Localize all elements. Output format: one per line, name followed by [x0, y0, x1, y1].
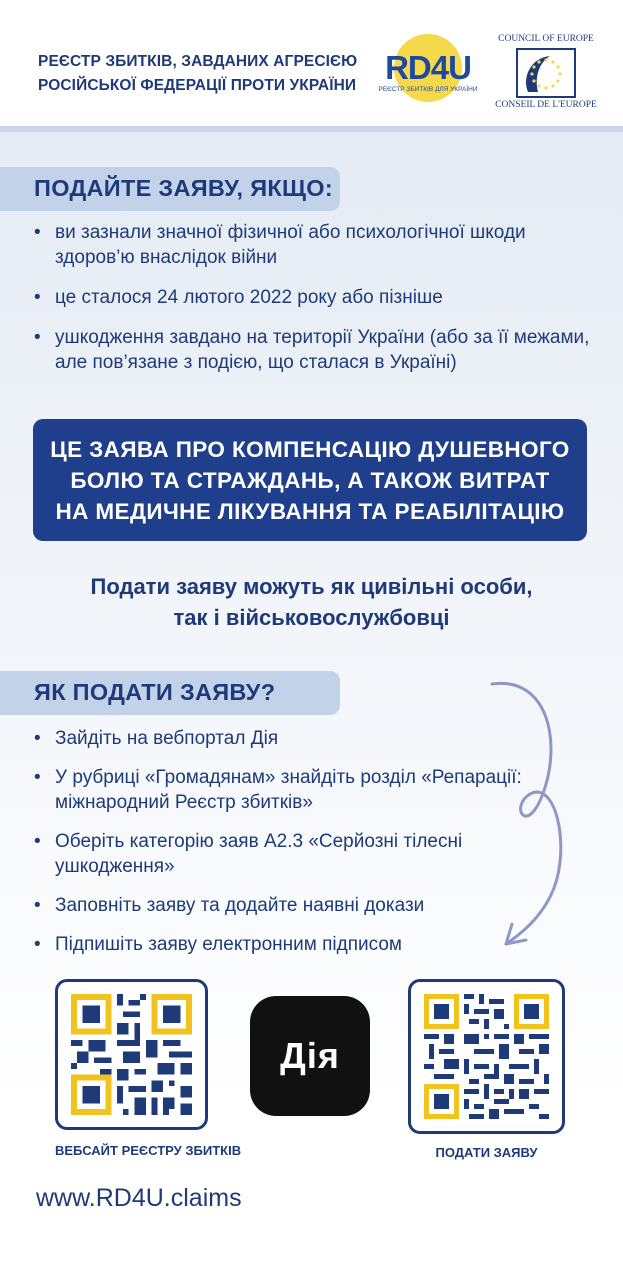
compensation-banner — [33, 419, 587, 541]
list-item: • Заповніть заяву та додайте наявні докази — [34, 893, 604, 918]
header — [0, 0, 623, 126]
apply-if-list — [34, 220, 604, 375]
submit-claim-qr-card[interactable] — [408, 979, 565, 1134]
coe-name-english: COUNCIL OF EUROPE — [498, 34, 594, 44]
submit-claim-caption: ПОДАТИ ЗАЯВУ — [435, 1145, 538, 1160]
list-item: • ви зазнали значної фізичної або психологічної шкоди здоров’ю внаслідок війни — [34, 220, 600, 270]
how-to-heading — [0, 671, 340, 715]
banner-text — [40, 434, 580, 527]
banner-line: НА МЕДИЧНЕ ЛІКУВАННЯ ТА РЕАБІЛІТАЦІЮ — [55, 498, 565, 524]
list-item: • ушкодження завдано на території України (або за її межами, але пов’язане з подією, що сталася в Україні) — [34, 325, 604, 375]
how-to-steps — [34, 726, 604, 957]
list-item: • Зайдіть на вебпортал Дія — [34, 726, 604, 751]
coe-name-french: CONSEIL DE L'EUROPE — [495, 100, 597, 110]
eligibility-line: так і військовослужбовці — [173, 605, 450, 630]
rd4u-logo-subtitle: РЕЄСТР ЗБИТКІВ ДЛЯ УКРАЇНИ — [378, 86, 478, 93]
registry-title — [38, 50, 358, 98]
rd4u-logo — [372, 34, 484, 104]
registry-website-qr-card[interactable] — [55, 979, 208, 1130]
qr-code-icon — [423, 994, 550, 1119]
apply-if-heading — [0, 167, 340, 211]
registry-title-line: РОСІЙСЬКОЇ ФЕДЕРАЦІЇ ПРОТИ УКРАЇНИ — [38, 77, 357, 94]
council-of-europe-logo — [490, 34, 602, 114]
website-link[interactable]: www.RD4U.claims — [36, 1184, 242, 1212]
registry-website-caption: ВЕБСАЙТ РЕЄСТРУ ЗБИТКІВ — [55, 1143, 242, 1158]
diia-app-icon[interactable] — [250, 996, 370, 1116]
council-of-europe-emblem-icon — [516, 48, 576, 98]
rd4u-logo-text: RD4U — [385, 49, 471, 86]
banner-line: БОЛЮ ТА СТРАЖДАНЬ, А ТАКОЖ ВИТРАТ — [70, 467, 550, 493]
apply-if-title: ПОДАЙТЕ ЗАЯВУ, ЯКЩО: — [34, 175, 333, 201]
list-item: • Оберіть категорію заяв А2.3 «Серйозні тілесні ушкодження» — [34, 829, 485, 879]
diia-label: Дія — [280, 1035, 340, 1076]
registry-title-line: РЕЄСТР ЗБИТКІВ, ЗАВДАНИХ АГРЕСІЄЮ — [38, 53, 358, 70]
eligibility-note — [30, 571, 593, 633]
eligibility-line: Подати заяву можуть як цивільні особи, — [90, 574, 533, 599]
list-item: • Підпишіть заяву електронним підписом — [34, 932, 604, 957]
qr-code-icon — [70, 994, 193, 1115]
list-item: • У рубриці «Громадянам» знайдіть розділ «Репарації: міжнародний Реєстр збитків» — [34, 765, 570, 815]
how-to-title: ЯК ПОДАТИ ЗАЯВУ? — [34, 679, 276, 705]
list-item: • це сталося 24 лютого 2022 року або пізніше — [34, 285, 604, 310]
banner-line: ЦЕ ЗАЯВА ПРО КОМПЕНСАЦІЮ ДУШЕВНОГО — [50, 436, 570, 462]
